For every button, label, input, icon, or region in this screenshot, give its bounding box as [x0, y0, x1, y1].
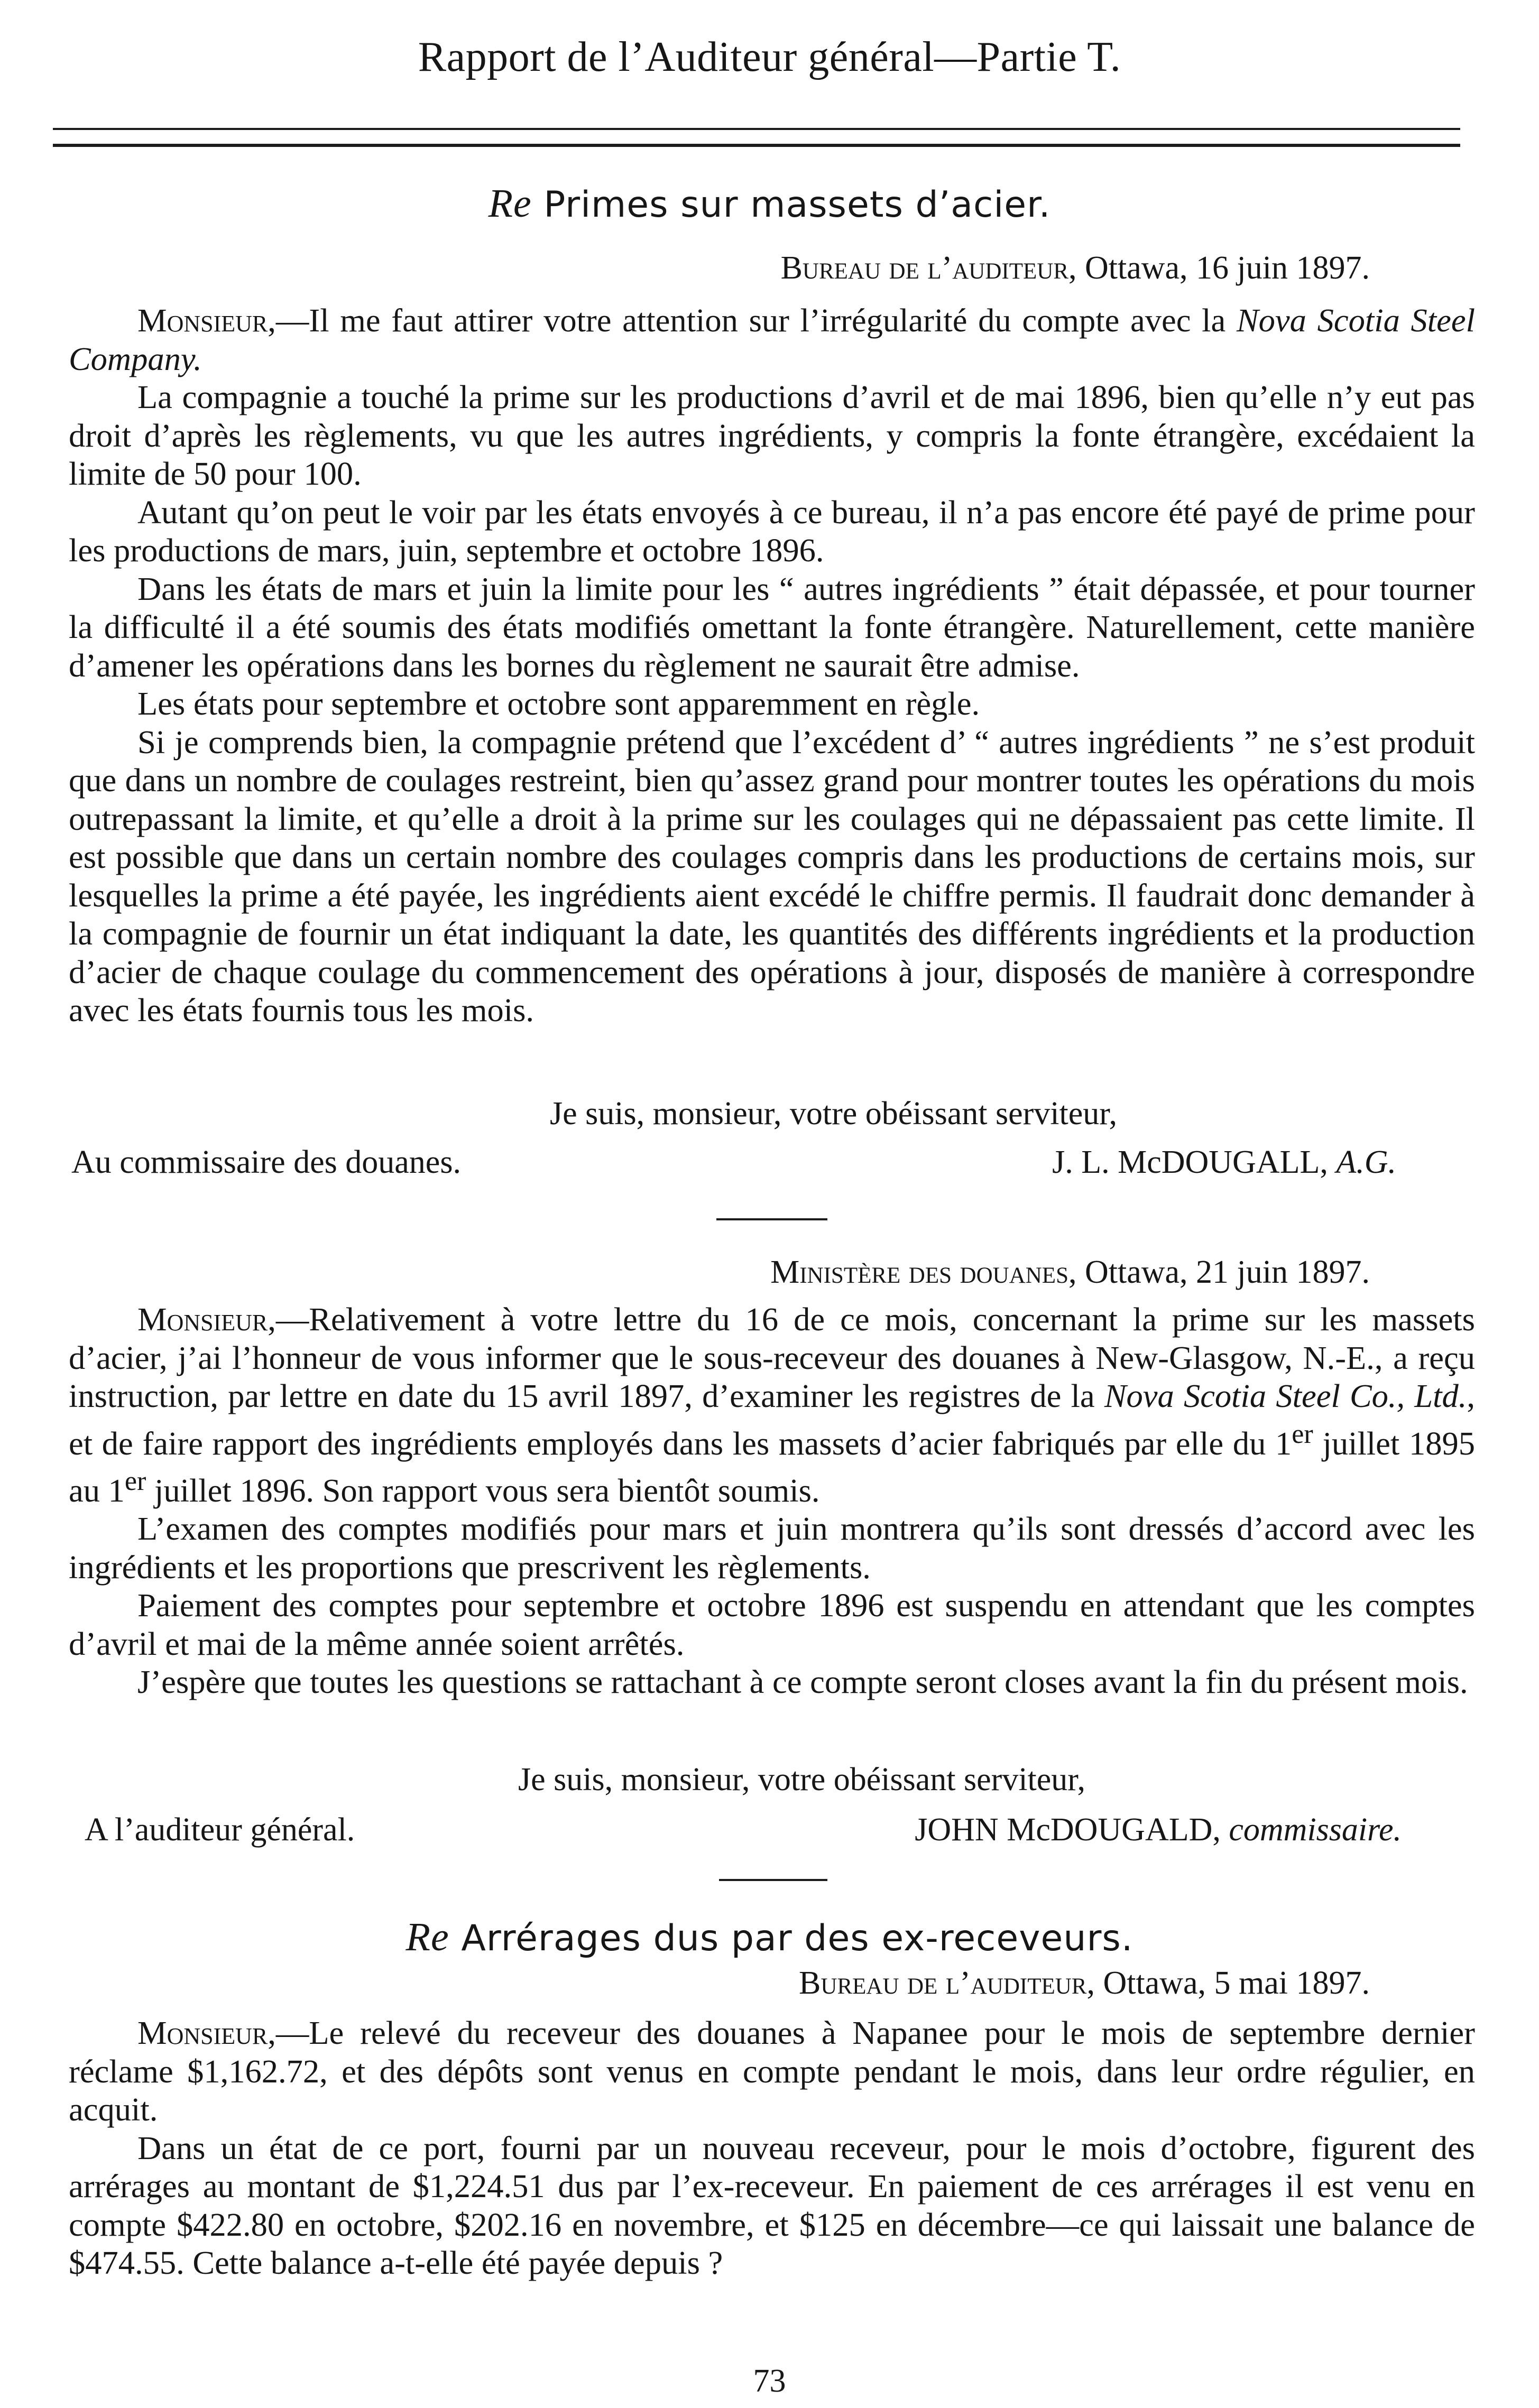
addressee: A l’auditeur général. [85, 1812, 355, 1848]
signature [1052, 1143, 1396, 1182]
signature-title: A.G. [1336, 1144, 1396, 1180]
dateline-place-date: , Ottawa, 21 juin 1897. [1068, 1254, 1370, 1290]
closing-formula: Je suis, monsieur, votre obéissant serviteur, [518, 1762, 1085, 1798]
separator-rule [719, 1879, 827, 1881]
dateline-office: Ministère des douanes [770, 1254, 1068, 1290]
letter-paragraph: Dans les états de mars et juin la limite pour les “ autres ingrédients ” était dépassée, et pour tourner la difficulté il a été soumis des états modifiés omettant la fonte étrangère. Naturellement, cette manière d’amener les opérations dans les bornes du règlement ne saurait être admise. [69, 570, 1475, 684]
dateline-place-date: , Ottawa, 5 mai 1897. [1086, 1965, 1370, 2001]
signature-name: J. L. McDOUGALL, [1052, 1144, 1337, 1180]
ordinal-suffix: er [124, 1466, 146, 1496]
section-title-arrerages [0, 1913, 1539, 1961]
letter-paragraph: La compagnie a touché la prime sur les productions d’avril et de mai 1896, bien qu’elle n’y eut pas droit d’après les règlements, vu que les autres ingrédients, y compris la fonte étrangère, excédaient la limite de 50 pour 100. [69, 378, 1475, 492]
salutation: Monsieur, [137, 2014, 276, 2051]
letter-paragraph: Les états pour septembre et octobre sont apparemment en règle. [137, 685, 980, 722]
section-title-prefix: Re [488, 181, 532, 226]
signature-title: commissaire. [1229, 1812, 1402, 1848]
section-title-text: Primes sur massets d’acier. [543, 184, 1051, 226]
company-name: Nova Scotia Steel Company. [69, 302, 1475, 377]
section-title-text: Arrérages dus par des ex-receveurs. [461, 1918, 1133, 1959]
letter-body-arrears [69, 2014, 1475, 2282]
dateline-office: Bureau de l’auditeur [799, 1965, 1087, 2001]
page-number: 73 [753, 2363, 786, 2399]
addressee: Au commissaire des douanes. [71, 1144, 461, 1180]
signature [915, 1810, 1402, 1849]
section-title-primes [0, 180, 1539, 228]
letter-body-auditor [69, 301, 1475, 1030]
letter-paragraph: L’examen des comptes modifiés pour mars et juin montrera qu’ils sont dressés d’accord avec les ingrédients et les proportions que prescrivent les règlements. [69, 1510, 1475, 1586]
letter-paragraph: Autant qu’on peut le voir par les états envoyés à ce bureau, il n’a pas encore été payé de prime pour les productions de mars, juin, septembre et octobre 1896. [69, 493, 1475, 569]
running-title: Rapport de l’Auditeur général—Partie T. [418, 34, 1121, 80]
letter-paragraph: Dans un état de ce port, fourni par un nouveau receveur, pour le mois d’octobre, figurent des arrérages au montant de $1,224.51 dus par l’ex-receveur. En paiement de ces arrérages il est venu en compte $422.80 en octobre, $202.16 en novembre, et $125 en décembre—ce qui laissait une balance de $474.55. Cette balance a-t-elle été payée depuis ? [69, 2129, 1475, 2281]
salutation: Monsieur, [137, 1301, 276, 1338]
dateline-place-date: , Ottawa, 16 juin 1897. [1068, 250, 1370, 286]
section-title-prefix: Re [406, 1915, 449, 1959]
letter-body-customs [69, 1300, 1475, 1701]
letter-paragraph: Paiement des comptes pour septembre et octobre 1896 est suspendu en attendant que les comptes d’avril et mai de la même année soient arrêtés. [69, 1587, 1475, 1662]
dateline-auditor-16-june [781, 248, 1370, 288]
letter-paragraph: Monsieur,—Il me faut attirer votre attention sur l’irrégularité du compte avec la Nova Scotia Steel Company. [69, 302, 1475, 377]
dateline-customs-21-june [770, 1253, 1370, 1292]
separator-rule [716, 1218, 827, 1220]
ordinal-suffix: er [1292, 1419, 1313, 1449]
dateline-office: Bureau de l’auditeur [780, 250, 1068, 286]
company-name: Nova Scotia Steel Co., Ltd. [1104, 1377, 1467, 1414]
signature-name: JOHN McDOUGALD, [915, 1812, 1229, 1848]
letter-paragraph: Si je comprends bien, la compagnie prétend que l’excédent d’ “ autres ingrédients ” ne s’est produit que dans un nombre de coulages restreint, bien qu’assez grand pour montrer toutes les opérations du mois outrepassant la limite, et qu’elle a droit à la prime sur les coulages qui ne dépassaient pas cette limite. Il est possible que dans un certain nombre des coulages compris dans les productions de certains mois, sur lesquelles la prime a été payée, les ingrédients aient excédé le chiffre permis. Il faudrait donc demander à la compagnie de fournir un état indiquant la date, les quantités des différents ingrédients et la production d’acier de chaque coulage du commencement des opérations à jour, disposés de manière à correspondre avec les états fournis tous les mois. [69, 723, 1475, 1029]
salutation: Monsieur, [137, 302, 276, 339]
header-rule-thick [53, 144, 1460, 147]
letter-paragraph: Monsieur,—Le relevé du receveur des douanes à Napanee pour le mois de septembre dernier réclame $1,162.72, et des dépôts sont venus en compte pendant le mois, dans leur ordre régulier, en acquit. [69, 2014, 1475, 2128]
dateline-auditor-5-may [799, 1964, 1370, 2003]
closing-formula: Je suis, monsieur, votre obéissant serviteur, [550, 1096, 1117, 1132]
header-rule-thin [53, 128, 1460, 130]
letter-paragraph: J’espère que toutes les questions se rattachant à ce compte seront closes avant la fin du présent mois. [137, 1663, 1468, 1701]
letter-paragraph: Monsieur,—Relativement à votre lettre du 16 de ce mois, concernant la prime sur les massets d’acier, j’ai l’honneur de vous informer que le sous-receveur des douanes à New-Glasgow, N.-E., a reçu instruction, par lettre en date du 15 avril 1897, d’examiner les registres de la Nova Scotia Steel Co., Ltd., et de faire rapport des ingrédients employés dans les massets d’acier fabriqués par elle du 1er juillet 1895 au 1er juillet 1896. Son rapport vous sera bientôt soumis. [69, 1301, 1475, 1509]
